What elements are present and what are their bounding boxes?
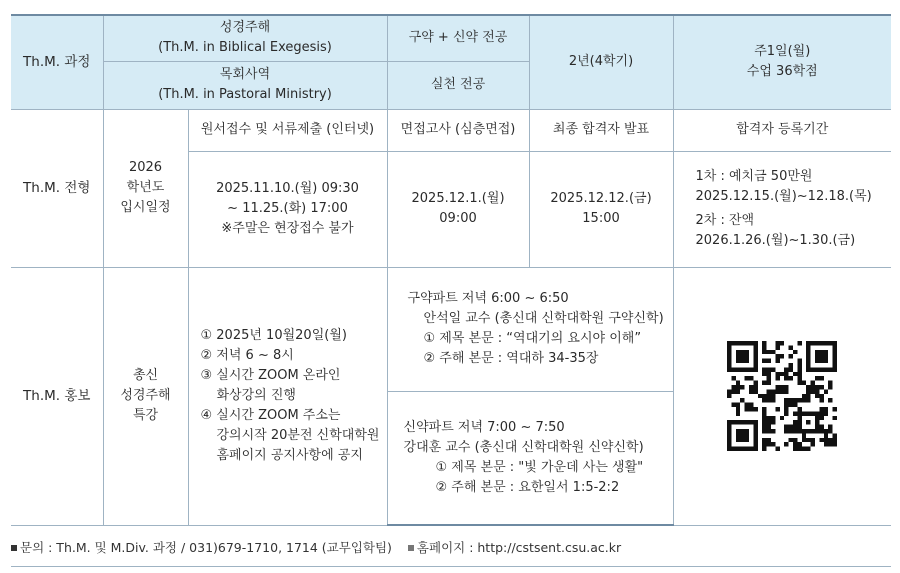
admissions-table — [11, 14, 891, 526]
footer-rule — [11, 566, 891, 567]
lecture-title-cell — [103, 267, 188, 525]
ot-title: ① 제목 본문 : “역대기의 요시야 이해” — [423, 331, 642, 346]
result-date — [529, 151, 673, 267]
qr-cell — [673, 267, 891, 525]
schedule-line-1: 주1일(월) — [754, 44, 811, 60]
lecture-info-address-2: 강의시작 20분전 신학대학원 — [216, 428, 380, 443]
lecture-info-zoom: ③ 실시간 ZOOM 온라인 — [200, 368, 341, 383]
track1-english: (Th.M. in Biblical Exegesis) — [158, 40, 332, 56]
ot-part — [387, 267, 673, 391]
nt-part-time: 신약파트 저녁 7:00 ~ 7:50 — [403, 419, 565, 435]
interview-date — [387, 151, 529, 267]
program-label: Th.M. 과정 — [11, 15, 103, 109]
admission-label: Th.M. 전형 — [11, 109, 103, 267]
ot-professor: 안석일 교수 (총신대 신학대학원 구약신학) — [423, 311, 664, 326]
header-application: 원서접수 및 서류제출 (인터넷) — [188, 109, 387, 151]
interview-day: 2025.12.1.(월) — [411, 191, 505, 206]
header-interview: 면접고사 (심층면접) — [387, 109, 529, 151]
nt-title: ① 제목 본문 : "빛 가운데 사는 생활" — [435, 459, 644, 475]
lecture-title-3: 특강 — [132, 408, 159, 423]
registration-first: 1차 : 예치금 50만원 — [695, 169, 813, 184]
application-start: 2025.11.10.(월) 09:30 — [216, 181, 359, 196]
nt-professor: 강대훈 교수 (총신대 신학대학원 신약신학) — [403, 439, 644, 455]
lecture-info-date: ① 2025년 10월20일(월) — [200, 328, 347, 343]
bullet-square-icon — [408, 545, 414, 551]
lecture-info-time: ② 저녁 6 ~ 8시 — [200, 348, 294, 363]
promotion-label: Th.M. 홍보 — [11, 267, 103, 525]
ot-passage: ② 주해 본문 : 역대하 34-35장 — [423, 351, 599, 366]
lecture-title-1: 총신 — [132, 368, 159, 383]
registration-period — [673, 151, 891, 267]
track2-name: 목회사역 — [219, 67, 271, 82]
registration-second-dates: 2026.1.26.(월)~1.30.(금) — [695, 233, 856, 248]
homepage-link[interactable]: 홈페이지 : http://cstsent.csu.ac.kr — [416, 540, 622, 555]
application-period — [188, 151, 387, 267]
major-ot-nt: 구약 + 신약 전공 — [387, 15, 529, 61]
registration-second: 2차 : 잔액 — [695, 213, 755, 228]
result-day: 2025.12.12.(금) — [550, 191, 652, 206]
schedule-line-2: 수업 36학점 — [746, 64, 818, 80]
lecture-info — [188, 267, 387, 525]
ot-part-time: 구약파트 저녁 6:00 ~ 6:50 — [407, 291, 569, 306]
header-result: 최종 합격자 발표 — [529, 109, 673, 151]
registration-first-dates: 2025.12.15.(월)~12.18.(목) — [695, 189, 872, 204]
track-pastoral-ministry — [103, 61, 387, 109]
bullet-square-icon — [11, 545, 17, 551]
track-biblical-exegesis — [103, 15, 387, 61]
interview-time: 09:00 — [439, 211, 477, 226]
footer — [11, 538, 621, 556]
track1-name: 성경주해 — [219, 20, 271, 36]
application-note: ※주말은 현장접수 불가 — [221, 221, 354, 236]
admissions-table-wrapper — [11, 14, 891, 526]
nt-passage: ② 주해 본문 : 요한일서 1:5-2:2 — [435, 479, 620, 495]
admission-schedule-title: 입시일정 — [120, 200, 171, 215]
program-duration: 2년(4학기) — [529, 15, 673, 109]
contact-info: 문의 : Th.M. 및 M.Div. 과정 / 031)679-1710, 1714 (교무입학팀) — [20, 540, 392, 555]
application-end: ~ 11.25.(화) 17:00 — [227, 201, 348, 216]
result-time: 15:00 — [582, 211, 620, 226]
admission-year-unit: 학년도 — [126, 180, 165, 195]
track2-english: (Th.M. in Pastoral Ministry) — [158, 87, 332, 102]
lecture-info-address-3: 홈페이지 공지사항에 공지 — [216, 448, 363, 463]
nt-part — [387, 391, 673, 525]
header-registration: 합격자 등록기간 — [673, 109, 891, 151]
lecture-info-address: ④ 실시간 ZOOM 주소는 — [200, 408, 341, 423]
lecture-info-zoom-2: 화상강의 진행 — [216, 388, 296, 403]
class-schedule — [673, 15, 891, 109]
admission-year: 2026 — [128, 160, 163, 175]
qr-code-icon[interactable] — [727, 341, 837, 451]
admission-year-cell — [103, 109, 188, 267]
major-practical: 실천 전공 — [387, 61, 529, 109]
lecture-title-2: 성경주해 — [120, 388, 171, 403]
